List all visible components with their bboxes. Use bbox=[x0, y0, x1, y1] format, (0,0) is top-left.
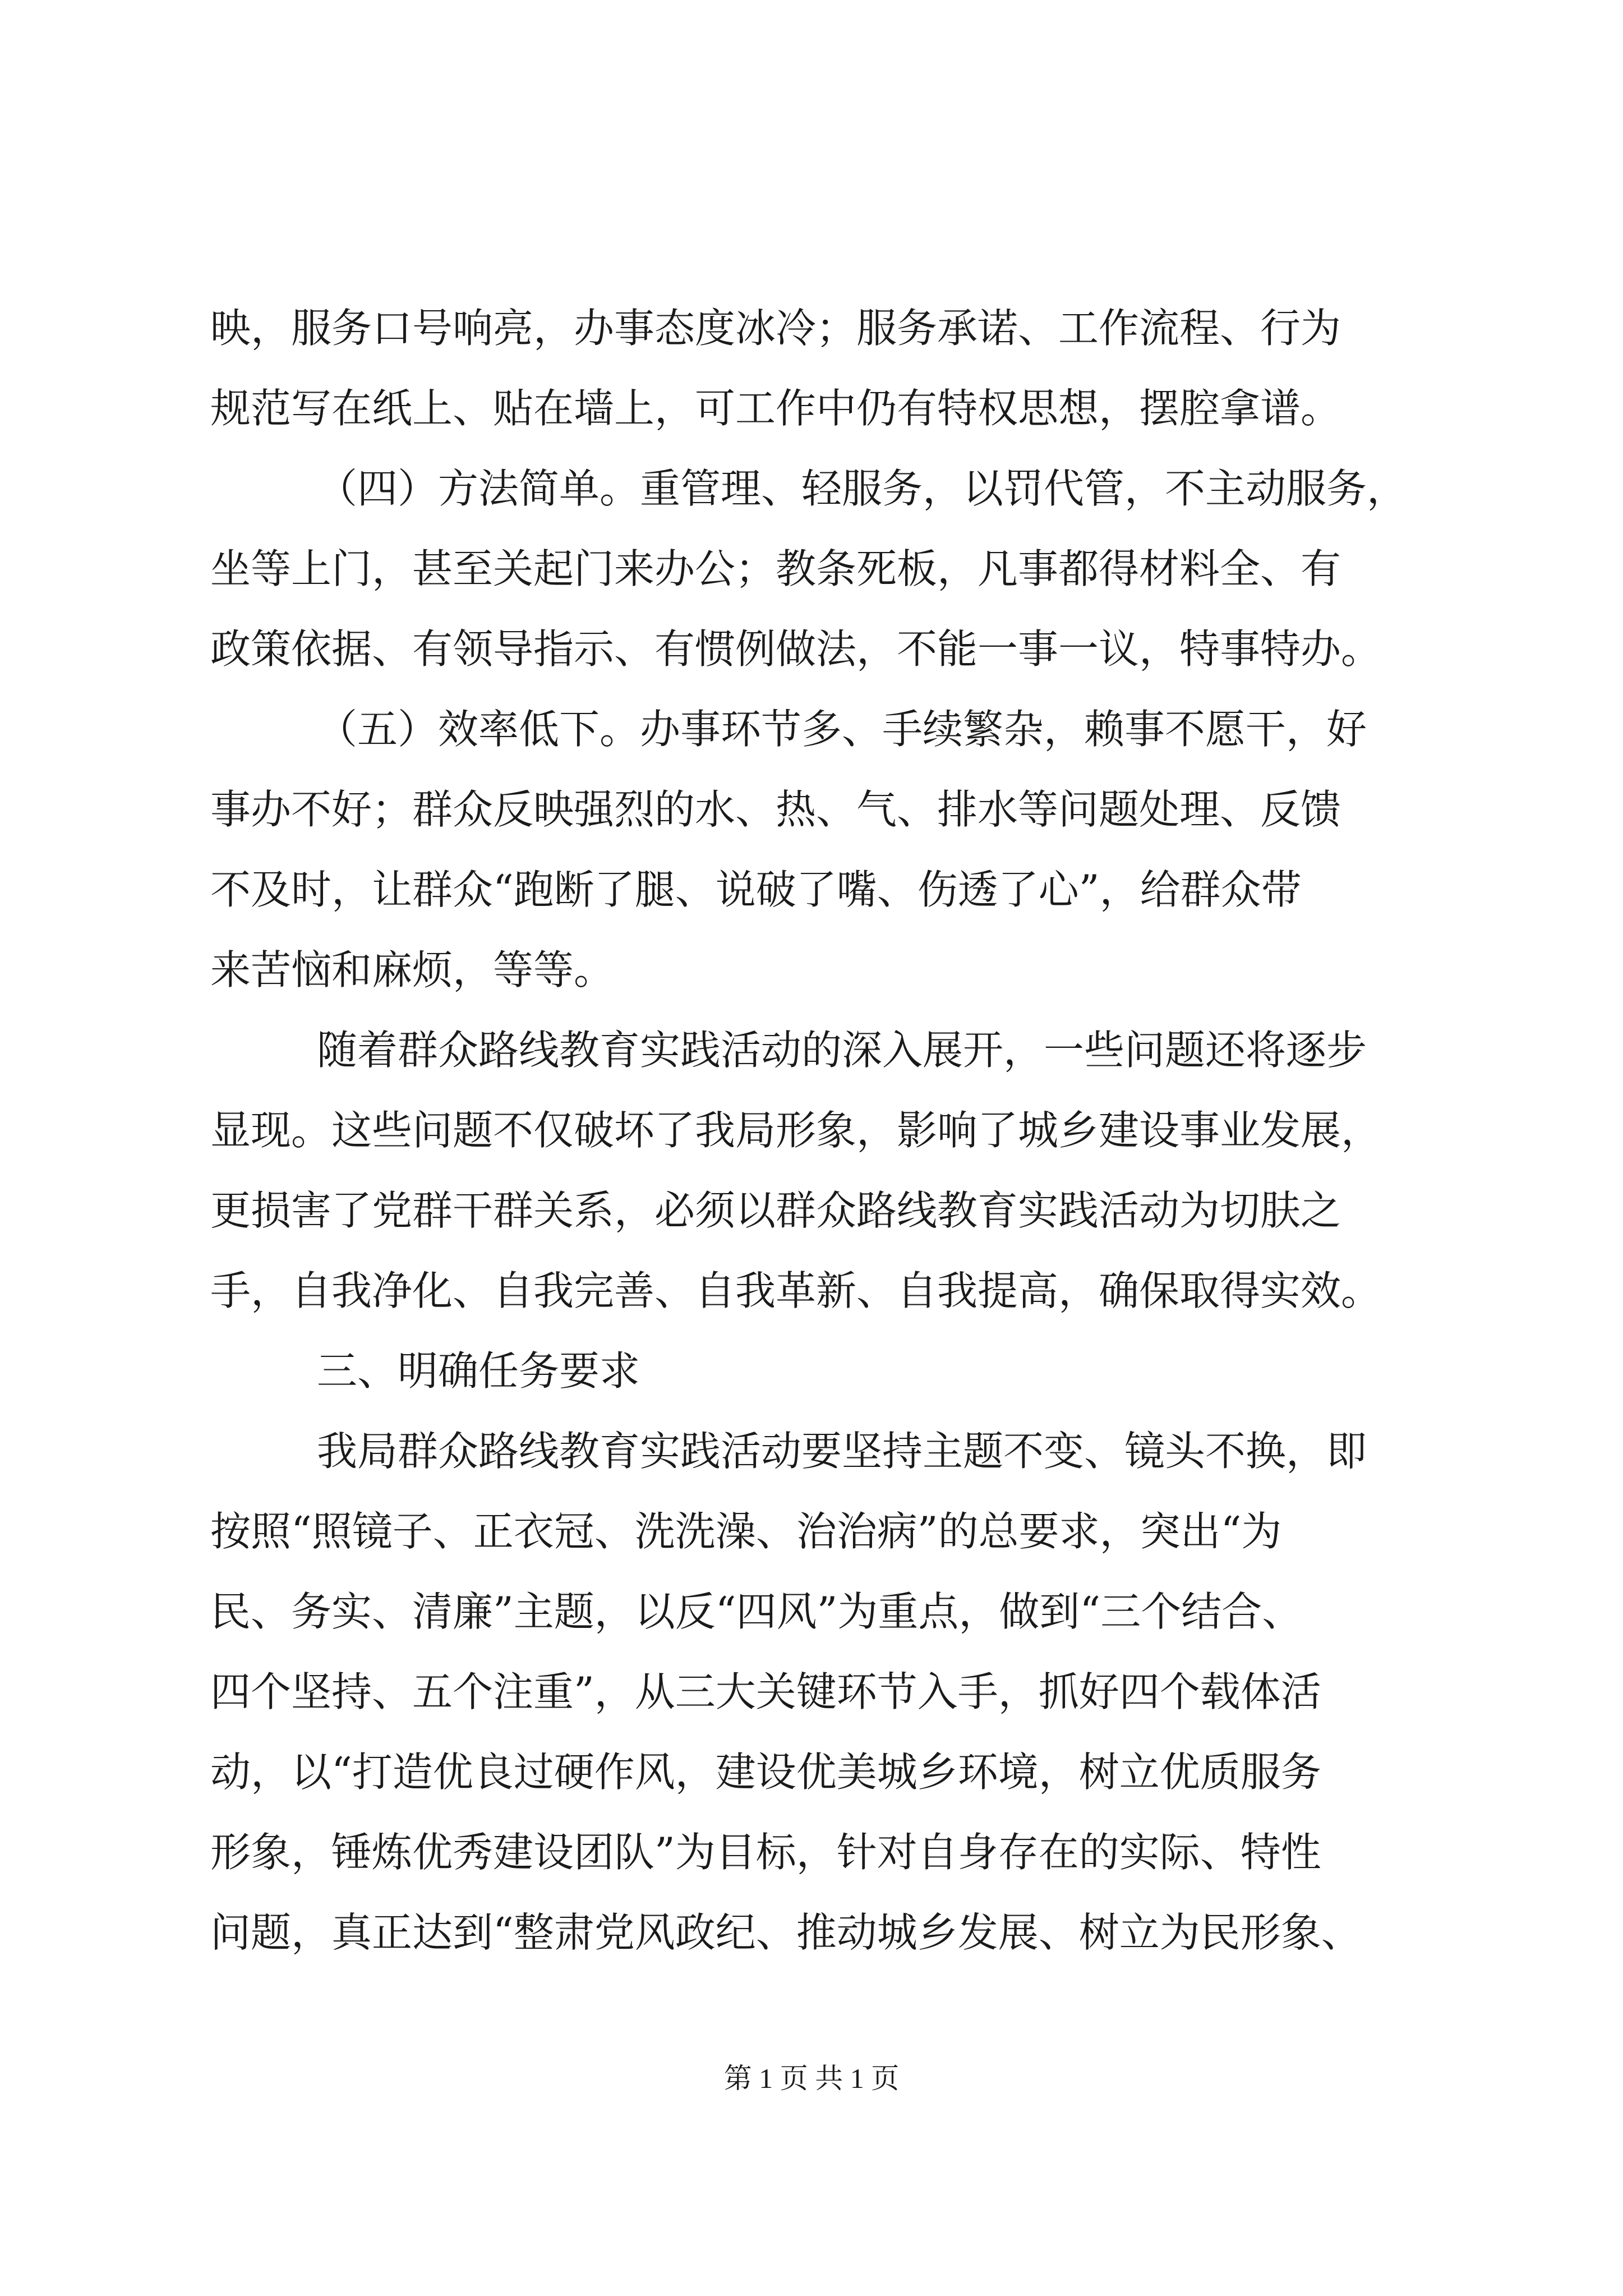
text-line: 事办不好；群众反映强烈的水、热、气、排水等问题处理、反馈 bbox=[210, 786, 1341, 833]
text-line: 政策依据、有领导指示、有惯例做法，不能一事一议，特事特办。 bbox=[210, 625, 1382, 673]
text-line: （四）方法简单。重管理、轻服务，以罚代管，不主动服务， bbox=[317, 465, 1408, 512]
text-line: 民、务实、清廉”主题，以反“四风”为重点，做到“三个结合、 bbox=[210, 1588, 1303, 1635]
text-line: 四个坚持、五个注重”，从三大关键环节入手，抓好四个载体活 bbox=[210, 1668, 1321, 1715]
text-line: 按照“照镜子、正衣冠、洗洗澡、治治病”的总要求，突出“为 bbox=[210, 1508, 1282, 1555]
section-heading: 三、明确任务要求 bbox=[317, 1347, 640, 1395]
text-line: 问题，真正达到“整肃党风政纪、推动城乡发展、树立为民形象、 bbox=[210, 1909, 1362, 1956]
text-line: 坐等上门，甚至关起门来办公；教条死板，凡事都得材料全、有 bbox=[210, 545, 1341, 592]
text-line: （五）效率低下。办事环节多、手续繁杂，赖事不愿干，好 bbox=[317, 706, 1367, 753]
text-line: 更损害了党群干群关系，必须以群众路线教育实践活动为切肤之 bbox=[210, 1187, 1341, 1234]
text-line: 手，自我净化、自我完善、自我革新、自我提高，确保取得实效。 bbox=[210, 1267, 1382, 1314]
text-line: 形象，锤炼优秀建设团队”为目标，针对自身存在的实际、特性 bbox=[210, 1829, 1321, 1876]
text-line: 随着群众路线教育实践活动的深入展开，一些问题还将逐步 bbox=[317, 1027, 1367, 1074]
text-line: 不及时，让群众“跑断了腿、说破了嘴、伤透了心”，给群众带 bbox=[210, 866, 1302, 913]
text-line: 我局群众路线教育实践活动要坚持主题不变、镜头不换，即 bbox=[317, 1428, 1367, 1475]
text-line: 来苦恼和麻烦，等等。 bbox=[210, 946, 615, 993]
text-line: 映，服务口号响亮，办事态度冰冷；服务承诺、工作流程、行为 bbox=[210, 305, 1341, 352]
text-line: 动，以“打造优良过硬作风，建设优美城乡环境，树立优质服务 bbox=[210, 1749, 1321, 1796]
text-line: 显现。这些问题不仅破坏了我局形象，影响了城乡建设事业发展， bbox=[210, 1107, 1382, 1154]
page-number-footer: 第 1 页 共 1 页 bbox=[723, 2063, 900, 2094]
text-line: 规范写在纸上、贴在墙上，可工作中仍有特权思想，摆腔拿谱。 bbox=[210, 385, 1341, 432]
